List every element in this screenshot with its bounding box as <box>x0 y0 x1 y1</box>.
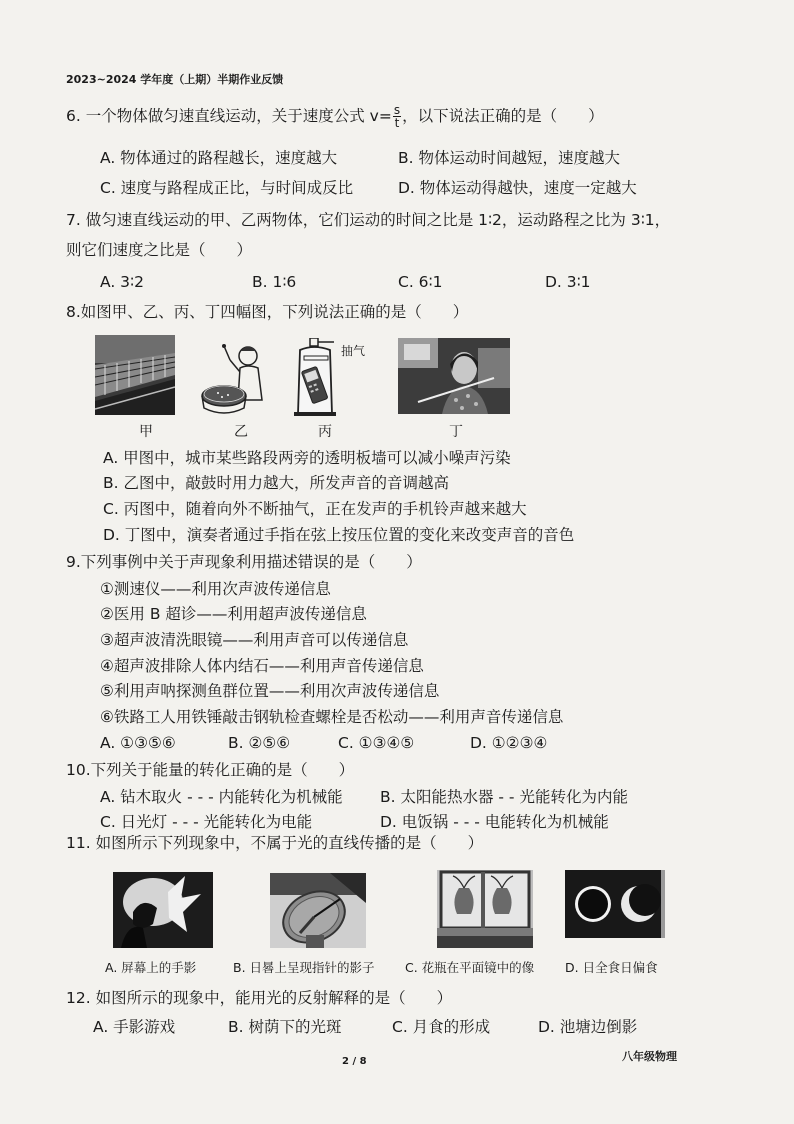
musician-playing-instrument-image <box>398 338 510 414</box>
q6-stem <box>66 104 604 129</box>
figure-label-jia: 甲 <box>139 424 153 440</box>
q9-option-b: B. ②⑤⑥ <box>228 734 291 752</box>
page-header: 2023~2024 学年度（上期）半期作业反馈 <box>66 73 284 86</box>
q11-caption-d: D. 日全食日偏食 <box>565 960 658 975</box>
q9-item-6: ⑥铁路工人用铁锤敲击钢轨检查螺栓是否松动——利用声音传递信息 <box>100 708 564 726</box>
page-number: 2 / 8 <box>342 1056 367 1067</box>
q7-option-a: A. 3∶2 <box>100 273 144 291</box>
figure-label-bing: 丙 <box>318 424 332 440</box>
q9-item-1: ①测速仪——利用次声波传递信息 <box>100 580 331 598</box>
q7-stem-line1: 7. 做匀速直线运动的甲、乙两物体，它们运动的时间之比是 1∶2，运动路程之比为 3∶1， <box>66 211 671 229</box>
q8-option-c: C. 丙图中，随着向外不断抽气，正在发声的手机铃声越来越大 <box>103 500 527 518</box>
q9-stem: 9.下列事例中关于声现象利用描述错误的是（ ） <box>66 553 422 571</box>
q6-stem-after: ，以下说法正确的是（ ） <box>402 107 604 125</box>
q11-caption-a: A. 屏幕上的手影 <box>105 960 197 975</box>
q12-stem: 12. 如图所示的现象中，能用光的反射解释的是（ ） <box>66 989 453 1007</box>
q7-option-d: D. 3∶1 <box>545 273 591 291</box>
figure-label-ding: 丁 <box>449 424 463 440</box>
bell-jar-phone-drawing <box>290 338 346 416</box>
q11-stem: 11. 如图所示下列现象中，不属于光的直线传播的是（ ） <box>66 834 484 852</box>
q11-caption-b: B. 日晷上呈现指针的影子 <box>233 960 375 975</box>
q9-item-2: ②医用 B 超诊——利用超声波传递信息 <box>100 605 367 623</box>
q12-option-b: B. 树荫下的光斑 <box>228 1018 342 1036</box>
q9-option-c: C. ①③④⑤ <box>338 734 415 752</box>
q6-option-b: B. 物体运动时间越短，速度越大 <box>398 149 620 167</box>
q8-stem: 8.如图甲、乙、丙、丁四幅图，下列说法正确的是（ ） <box>66 303 469 321</box>
formula-denominator: t <box>394 116 400 130</box>
q12-option-c: C. 月食的形成 <box>392 1018 491 1036</box>
q7-option-b: B. 1∶6 <box>252 273 297 291</box>
q9-option-d: D. ①②③④ <box>470 734 548 752</box>
sundial-image <box>270 873 366 948</box>
vase-in-mirror-image <box>437 870 533 948</box>
q10-option-a: A. 钻木取火 - - - 内能转化为机械能 <box>100 788 343 806</box>
q10-option-d: D. 电饭锅 - - - 电能转化为机械能 <box>380 813 609 831</box>
q6-stem-before: 6. 一个物体做匀速直线运动，关于速度公式 v= <box>66 107 392 125</box>
q10-stem: 10.下列关于能量的转化正确的是（ ） <box>66 761 355 779</box>
subject-label: 八年级物理 <box>622 1050 677 1063</box>
q6-option-c: C. 速度与路程成正比，与时间成反比 <box>100 179 354 197</box>
q6-option-a: A. 物体通过的路程越长，速度越大 <box>100 149 338 167</box>
q8-option-b: B. 乙图中，敲鼓时用力越大，所发声音的音调越高 <box>103 474 449 492</box>
highway-noise-barrier-image <box>95 335 175 415</box>
q9-option-a: A. ①③⑤⑥ <box>100 734 176 752</box>
pump-label: 抽气 <box>341 344 366 358</box>
formula-numerator: s <box>393 103 401 117</box>
q12-option-d: D. 池塘边倒影 <box>538 1018 638 1036</box>
q11-caption-c: C. 花瓶在平面镜中的像 <box>405 960 535 975</box>
figure-label-yi: 乙 <box>234 424 248 440</box>
q8-option-d: D. 丁图中，演奏者通过手指在弦上按压位置的变化来改变声音的音色 <box>103 526 575 544</box>
solar-eclipse-image <box>565 870 665 938</box>
q9-item-4: ④超声波排除人体内结石——利用声音传递信息 <box>100 657 424 675</box>
q7-stem-line2: 则它们速度之比是（ ） <box>66 241 253 259</box>
q10-option-c: C. 日光灯 - - - 光能转化为电能 <box>100 813 313 831</box>
q9-item-5: ⑤利用声呐探测鱼群位置——利用次声波传递信息 <box>100 682 440 700</box>
q6-option-d: D. 物体运动得越快，速度一定越大 <box>398 179 637 197</box>
q12-option-a: A. 手影游戏 <box>93 1018 176 1036</box>
q7-option-c: C. 6∶1 <box>398 273 443 291</box>
q8-option-a: A. 甲图中，城市某些路段两旁的透明板墙可以减小噪声污染 <box>103 449 511 467</box>
speed-formula-fraction <box>393 104 401 129</box>
drum-player-drawing <box>200 338 270 416</box>
q9-item-3: ③超声波清洗眼镜——利用声音可以传递信息 <box>100 631 409 649</box>
hand-shadow-image <box>113 872 213 948</box>
q10-option-b: B. 太阳能热水器 - - 光能转化为内能 <box>380 788 628 806</box>
